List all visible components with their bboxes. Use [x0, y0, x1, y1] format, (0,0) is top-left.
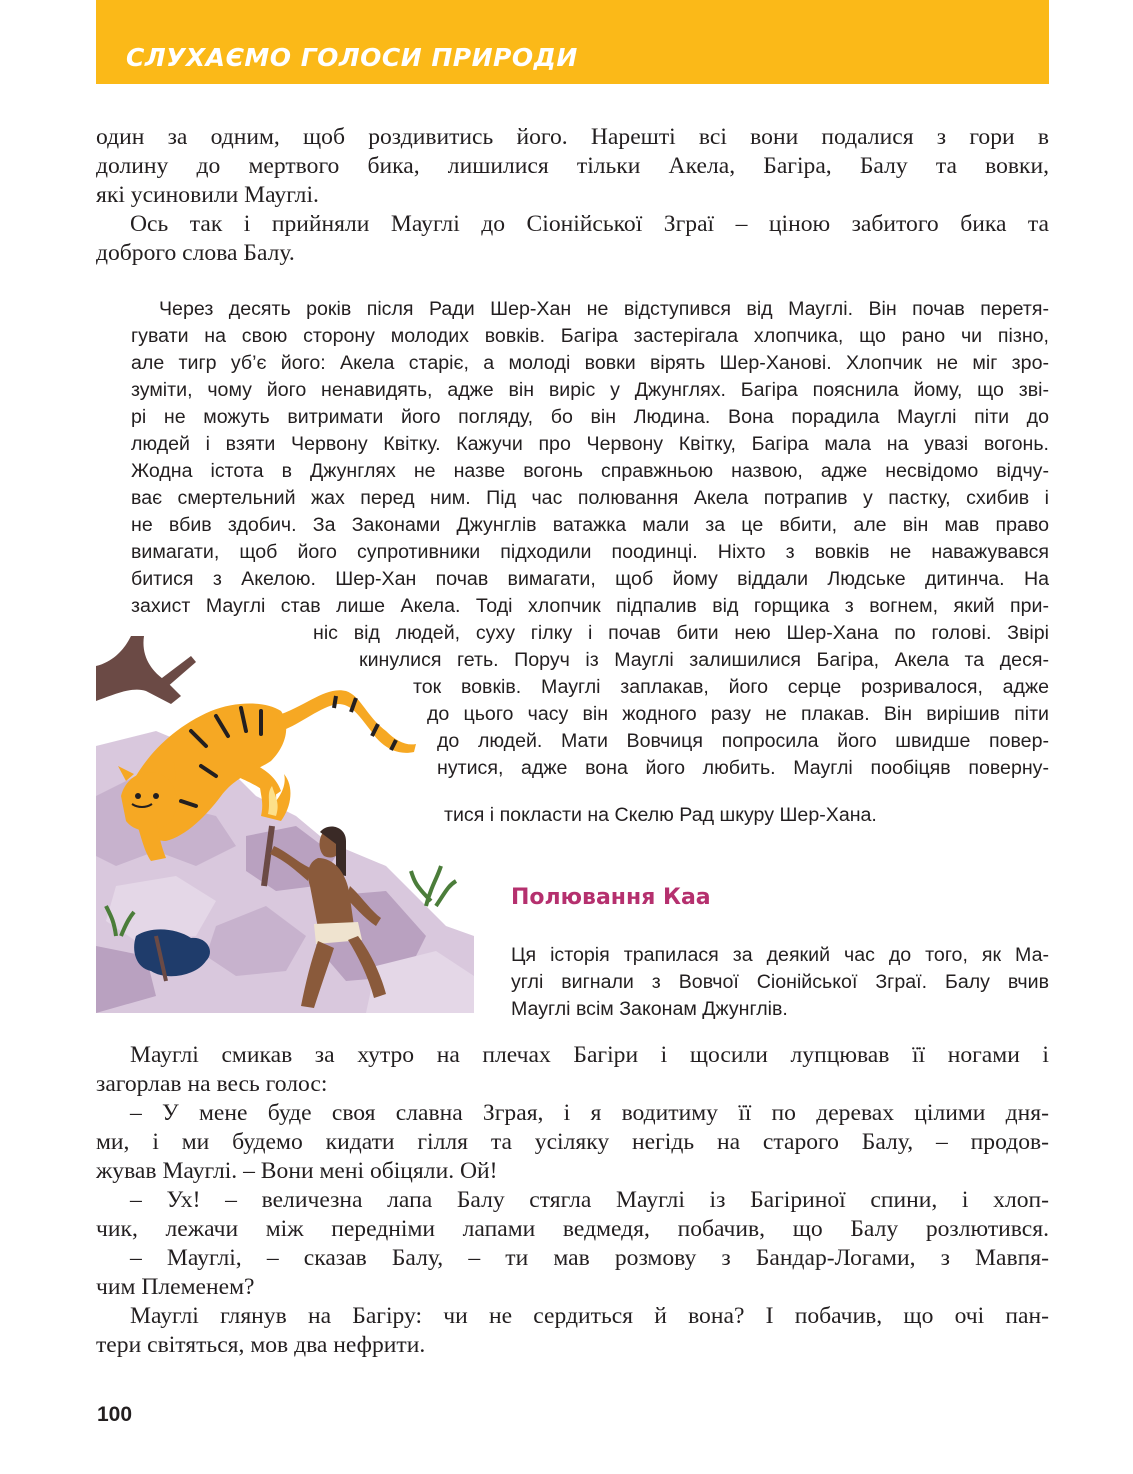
- summary-line: ває смертельний жах перед ним. Під час полювання Акела потрапив у пастку, схибив і: [131, 487, 1049, 509]
- summary-line: ток вовків. Мауглі заплакав, його серце розривалося, адже: [413, 676, 1049, 698]
- text-line: загорлав на весь голос:: [96, 1071, 328, 1097]
- summary-line: гувати на свою сторону молодих вовків. Багіра застерігала хлопчика, що рано чи пізно,: [131, 325, 1049, 347]
- text-line: – У мене буде своя славна Зграя, і я водитиму її по деревах цілими дня-: [130, 1100, 1049, 1126]
- summary-line: до людей. Мати Вовчиця попросила його швидше повер-: [437, 730, 1049, 752]
- summary-line: Через десять років після Ради Шер-Хан не відступився від Мауглі. Він почав перетя-: [159, 298, 1049, 320]
- tiger-boy-illustration: [96, 636, 474, 1013]
- text-line: долину до мертвого бика, лишилися тільки Акела, Багіра, Балу та вовки,: [96, 153, 1049, 179]
- text-line: які усиновили Мауглі.: [96, 182, 319, 208]
- intro-line: Ця історія трапилася за деякий час до того, як Ма-: [511, 944, 1049, 966]
- summary-line: кинулися геть. Поруч із Мауглі залишилися Багіра, Акела та деся-: [359, 649, 1049, 671]
- text-line: Мауглі глянув на Багіру: чи не сердиться й вона? І побачив, що очі пан-: [130, 1303, 1049, 1329]
- summary-line: битися з Акелою. Шер-Хан почав вимагати, щоб йому віддали Людське дитинча. На: [131, 568, 1049, 590]
- text-line: тери світяться, мов два нефрити.: [96, 1332, 426, 1358]
- summary-line: захист Мауглі став лише Акела. Тоді хлопчик підпалив від горщика з вогнем, який при-: [131, 595, 1049, 617]
- summary-line: до цього часу він жодного разу не плакав. Він вирішив піти: [427, 703, 1049, 725]
- summary-line: тися і покласти на Скелю Рад шкуру Шер-Хана.: [444, 804, 877, 826]
- text-line: – Ух! – величезна лапа Балу стягла Мауглі із Багіриної спини, і хлоп-: [130, 1187, 1049, 1213]
- text-line: чик, лежачи між передніми лапами ведмедя, побачив, що Балу розлютився.: [96, 1216, 1049, 1242]
- section-intro: [511, 942, 1049, 1023]
- text-line: Мауглі смикав за хутро на плечах Багіри і щосили лупцював її ногами і: [130, 1042, 1049, 1068]
- section-title: СЛУХАЄМО ГОЛОСИ ПРИРОДИ: [126, 43, 578, 72]
- summary-line: людей і взяти Червону Квітку. Кажучи про Червону Квітку, Багіра мала на увазі вогонь.: [131, 433, 1049, 455]
- text-line: один за одним, щоб роздивитись його. Нарешті всі вони подалися з гори в: [96, 124, 1049, 150]
- summary-line: ніс від людей, суху гілку і почав бити нею Шер-Хана по голові. Звірі: [313, 622, 1049, 644]
- summary-line: не вбив здобич. За Законами Джунглів ватажка мали за це вбити, але він мав право: [131, 514, 1049, 536]
- summary-line: Жодна істота в Джунглях не назве вогонь справжньою назвою, адже несвідомо відчу-: [131, 460, 1049, 482]
- summary-line: зуміти, чому його ненавидять, адже він виріс у Джунглях. Багіра пояснила йому, що зві-: [131, 379, 1049, 401]
- text-line: – Мауглі, – сказав Балу, – ти мав розмову з Бандар-Логами, з Мавпя-: [130, 1245, 1049, 1271]
- text-line: чим Племенем?: [96, 1274, 255, 1300]
- summary-line: але тигр уб’є його: Акела старіє, а молоді вовки вірять Шер-Ханові. Хлопчик не міг зро-: [131, 352, 1049, 374]
- intro-line: Мауглі всім Законам Джунглів.: [511, 998, 788, 1020]
- text-line: Ось так і прийняли Мауглі до Сіонійської Зграї – ціною забитого бика та: [130, 211, 1049, 237]
- bottom-text: [96, 1041, 1049, 1360]
- summary-line: вимагати, щоб його супротивники підходили поодинці. Ніхто з вовків не наважувався: [131, 541, 1049, 563]
- section-heading: Полювання Каа: [511, 885, 711, 910]
- text-line: жував Мауглі. – Вони мені обіцяли. Ой!: [96, 1158, 498, 1184]
- intro-line: углі вигнали з Вовчої Сіонійської Зграї. Балу вчив: [511, 971, 1049, 993]
- illustration: [96, 636, 474, 1013]
- summary-line: рі не можуть витримати його погляду, бо він Людина. Вона порадила Мауглі піти до: [131, 406, 1049, 428]
- summary-line: нутися, адже вона його любить. Мауглі пообіцяв поверну-: [437, 757, 1049, 779]
- page-number: 100: [97, 1403, 133, 1426]
- text-line: ми, і ми будемо кидати гілля та усіляку негідь на старого Балу, – продов-: [96, 1129, 1049, 1155]
- text-line: доброго слова Балу.: [96, 240, 295, 266]
